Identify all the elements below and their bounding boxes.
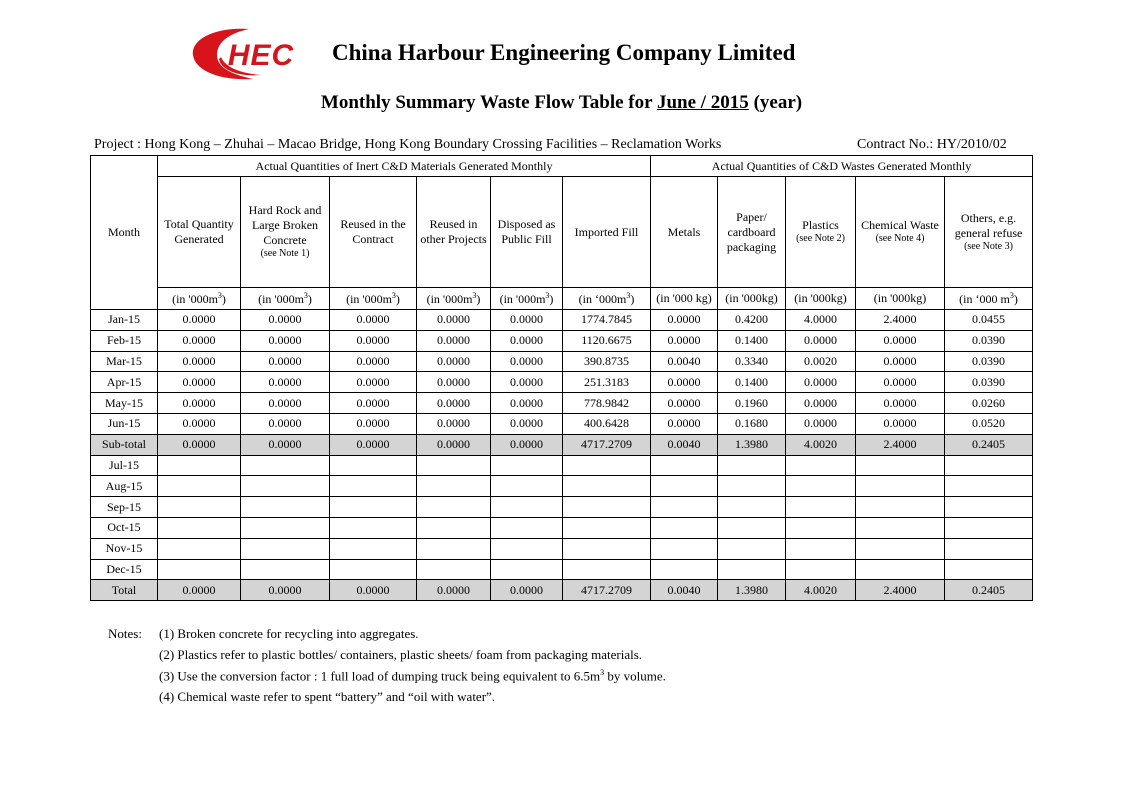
column-label: Others, e.g. general refuse [954,210,1023,240]
value-cell: 251.3183 [563,372,651,393]
value-cell: 0.0000 [491,330,563,351]
value-cell: 0.0520 [945,413,1033,434]
value-cell [330,538,417,559]
value-cell: 4717.2709 [563,580,651,601]
note-item [159,668,666,684]
note-tail: by volume. [604,668,666,684]
value-cell: 0.0000 [330,580,417,601]
value-cell: 0.0000 [241,351,330,372]
value-cell [330,559,417,580]
note-superscript: 3 [600,668,605,677]
unit-text: (in '000m [426,291,473,306]
value-cell [417,517,491,538]
value-cell [241,497,330,518]
value-cell [786,455,856,476]
unit-superscript: 3 [391,290,396,300]
value-cell [330,476,417,497]
table-row [91,517,1033,538]
value-cell [491,497,563,518]
value-cell [945,476,1033,497]
note-text: (4) Chemical waste refer to spent “battery” and “oil with water”. [159,689,496,704]
table-row [91,310,1033,331]
table-row-total [91,580,1033,601]
value-cell: 0.0000 [856,372,945,393]
table-row [91,413,1033,434]
column-header [563,177,651,288]
table-row [91,559,1033,580]
value-cell [856,476,945,497]
note-text: (1) Broken concrete for recycling into aggregates. [159,626,419,641]
unit-cell [718,288,786,310]
month-cell: Apr-15 [91,372,158,393]
value-cell: 0.0000 [651,372,718,393]
table-row [91,476,1033,497]
column-header [491,177,563,288]
month-cell: Jan-15 [91,310,158,331]
value-cell: 4717.2709 [563,434,651,455]
month-cell: Oct-15 [91,517,158,538]
value-cell: 0.0000 [491,372,563,393]
unit-text: (in ‘000m [578,291,627,306]
value-cell [158,538,241,559]
value-cell [945,455,1033,476]
value-cell [241,538,330,559]
unit-text: (in '000kg) [725,291,778,305]
column-header [330,177,417,288]
value-cell [651,559,718,580]
value-cell: 400.6428 [563,413,651,434]
value-cell: 0.1400 [718,372,786,393]
value-cell: 1774.7845 [563,310,651,331]
value-cell [945,559,1033,580]
column-label: Paper/ cardboard packaging [726,209,777,254]
month-cell: Jul-15 [91,455,158,476]
value-cell [241,517,330,538]
value-cell [651,517,718,538]
value-cell [786,538,856,559]
value-cell: 1.3980 [718,434,786,455]
value-cell: 0.0000 [330,372,417,393]
value-cell [945,497,1033,518]
value-cell: 0.0000 [491,351,563,372]
value-cell [786,497,856,518]
page-title [0,92,1123,114]
title-suffix: (year) [753,92,803,113]
value-cell [718,559,786,580]
value-cell: 0.0000 [241,372,330,393]
value-cell: 0.0000 [330,310,417,331]
value-cell [718,497,786,518]
group-header-row [91,156,1033,177]
column-header-row [91,177,1033,288]
value-cell [491,455,563,476]
unit-cell [417,288,491,310]
value-cell: 0.0000 [158,580,241,601]
value-cell: 0.0000 [330,351,417,372]
value-cell [651,455,718,476]
value-cell: 0.0000 [417,413,491,434]
value-cell [651,497,718,518]
unit-text: (in ‘000 m [959,291,1010,306]
value-cell: 0.0000 [491,434,563,455]
value-cell: 0.0000 [786,393,856,414]
unit-cell [330,288,417,310]
value-cell: 0.0000 [417,434,491,455]
value-cell: 0.0000 [158,413,241,434]
value-cell [856,559,945,580]
column-label: Total Quantity Generated [164,217,234,246]
value-cell [718,455,786,476]
value-cell: 0.0000 [330,413,417,434]
value-cell: 0.0040 [651,434,718,455]
value-cell [158,455,241,476]
value-cell [786,517,856,538]
column-header [718,177,786,288]
table-row [91,372,1033,393]
value-cell: 0.0260 [945,393,1033,414]
title-prefix: Monthly Summary Waste Flow Table for [320,92,653,113]
month-cell: Sep-15 [91,497,158,518]
month-cell: Dec-15 [91,559,158,580]
value-cell: 0.0000 [651,413,718,434]
unit-superscript: 3 [472,290,477,300]
unit-superscript: 3 [626,290,631,300]
value-cell [417,538,491,559]
value-cell: 2.4000 [856,580,945,601]
unit-text: (in '000kg) [873,291,927,305]
value-cell: 4.0020 [786,434,856,455]
waste-flow-table [90,155,1033,601]
value-cell [417,476,491,497]
value-cell [158,517,241,538]
unit-superscript: 3 [1009,290,1014,300]
value-cell: 0.0000 [651,310,718,331]
month-cell: Feb-15 [91,330,158,351]
column-label: Disposed as Public Fill [497,217,556,246]
value-cell: 0.0000 [158,351,241,372]
value-cell: 390.8735 [563,351,651,372]
month-cell: Sub-total [91,434,158,455]
unit-cell [563,288,651,310]
value-cell [491,517,563,538]
unit-cell [491,288,563,310]
column-header [786,177,856,288]
unit-tail: ) [307,291,312,306]
month-cell: May-15 [91,393,158,414]
column-header [417,177,491,288]
unit-tail: ) [1013,291,1018,306]
value-cell [241,476,330,497]
value-cell [241,559,330,580]
column-label: Imported Fill [574,224,639,239]
value-cell [718,476,786,497]
column-label: Reused in the Contract [340,217,406,246]
contract-number: Contract No.: HY/2010/02 [857,137,1007,152]
table-row [91,455,1033,476]
unit-text: (in '000m [499,291,546,306]
value-cell: 1120.6675 [563,330,651,351]
month-cell: Nov-15 [91,538,158,559]
value-cell [563,517,651,538]
value-cell [563,476,651,497]
unit-superscript: 3 [217,290,222,300]
unit-superscript: 3 [303,290,308,300]
group-header-cd-waste: Actual Quantities of C&D Wastes Generated Monthly [651,156,1033,177]
value-cell [786,476,856,497]
value-cell: 0.0000 [786,330,856,351]
value-cell [241,455,330,476]
column-label: Reused in other Projects [420,217,487,246]
column-header [856,177,945,288]
value-cell: 0.0390 [945,372,1033,393]
value-cell: 0.0000 [158,434,241,455]
value-cell: 0.0000 [158,330,241,351]
notes-label: Notes: [108,626,142,641]
title-period: June / 2015 [656,92,749,113]
value-cell [330,497,417,518]
column-note: (see Note 1) [260,248,310,260]
unit-cell [856,288,945,310]
unit-text: (in '000 kg) [656,291,712,305]
value-cell: 0.0390 [945,351,1033,372]
value-cell [563,538,651,559]
unit-text: (in '000m [346,291,392,306]
value-cell: 0.0000 [856,351,945,372]
value-cell: 0.0000 [417,372,491,393]
value-cell: 0.0000 [417,580,491,601]
value-cell: 0.0040 [651,580,718,601]
company-name: China Harbour Engineering Company Limited [332,40,796,65]
value-cell: 0.0000 [330,330,417,351]
value-cell [945,538,1033,559]
value-cell: 0.0000 [856,330,945,351]
value-cell: 0.3340 [718,351,786,372]
unit-cell [651,288,718,310]
logo-text: HEC [227,39,295,72]
value-cell: 0.0000 [330,434,417,455]
column-header [651,177,718,288]
note-item [159,689,495,705]
column-label: Plastics [802,218,839,233]
value-cell: 0.0000 [491,310,563,331]
value-cell [417,497,491,518]
value-cell: 4.0020 [786,580,856,601]
value-cell [856,538,945,559]
value-cell [945,517,1033,538]
column-header [241,177,330,288]
value-cell: 0.0000 [241,393,330,414]
value-cell: 0.4200 [718,310,786,331]
value-cell: 0.0000 [651,330,718,351]
value-cell: 0.0000 [417,310,491,331]
value-cell: 0.0000 [417,393,491,414]
month-header: Month [91,156,158,310]
value-cell [856,517,945,538]
value-cell [330,455,417,476]
value-cell: 0.1400 [718,330,786,351]
value-cell: 0.1680 [718,413,786,434]
value-cell [651,538,718,559]
value-cell: 2.4000 [856,434,945,455]
value-cell: 0.2405 [945,580,1033,601]
month-cell: Total [91,580,158,601]
value-cell: 0.0000 [856,413,945,434]
table-row-total [91,434,1033,455]
value-cell: 0.0000 [158,393,241,414]
value-cell: 0.0000 [241,580,330,601]
unit-cell [241,288,330,310]
column-note: (see Note 2) [796,233,845,245]
value-cell: 0.0000 [158,310,241,331]
value-cell: 0.0000 [651,393,718,414]
project-line: Project : Hong Kong – Zhuhai – Macao Bridge, Hong Kong Boundary Crossing Facilities – Reclamation Works [94,137,722,152]
column-header [158,177,241,288]
unit-text: (in '000m [172,291,218,306]
note-text: (2) Plastics refer to plastic bottles/ containers, plastic sheets/ foam from packaging materials. [159,647,643,662]
value-cell: 0.0000 [241,330,330,351]
table-body [91,156,1033,601]
group-header-inert: Actual Quantities of Inert C&D Materials Generated Monthly [158,156,651,177]
value-cell: 0.0000 [491,393,563,414]
table-row [91,538,1033,559]
month-cell: Mar-15 [91,351,158,372]
column-label: Hard Rock and Large Broken Concrete [248,203,322,248]
value-cell [718,538,786,559]
unit-text: (in '000m [258,291,304,306]
unit-tail: ) [476,291,481,306]
value-cell: 0.0000 [158,372,241,393]
value-cell: 2.4000 [856,310,945,331]
value-cell [491,559,563,580]
value-cell [330,517,417,538]
note-item [159,647,642,663]
value-cell [417,455,491,476]
value-cell: 4.0000 [786,310,856,331]
value-cell [158,476,241,497]
value-cell [718,517,786,538]
value-cell: 0.0040 [651,351,718,372]
value-cell: 778.9842 [563,393,651,414]
value-cell [651,476,718,497]
value-cell: 0.0000 [417,330,491,351]
unit-tail: ) [395,291,400,306]
value-cell: 0.0000 [330,393,417,414]
table-row [91,351,1033,372]
column-label: Chemical Waste [861,218,939,233]
value-cell [563,455,651,476]
unit-tail: ) [630,291,635,306]
unit-tail: ) [221,291,226,306]
unit-text: (in '000kg) [794,291,847,305]
value-cell [158,497,241,518]
value-cell [563,497,651,518]
note-text: (3) Use the conversion factor : 1 full load of dumping truck being equivalent to 6.5m [159,668,601,684]
unit-cell [158,288,241,310]
month-cell: Aug-15 [91,476,158,497]
value-cell: 0.0020 [786,351,856,372]
value-cell: 0.0000 [241,434,330,455]
unit-tail: ) [549,291,554,306]
value-cell [786,559,856,580]
value-cell: 0.2405 [945,434,1033,455]
value-cell [491,538,563,559]
value-cell: 0.0455 [945,310,1033,331]
month-cell: Jun-15 [91,413,158,434]
value-cell: 0.0390 [945,330,1033,351]
value-cell [563,559,651,580]
value-cell [417,559,491,580]
value-cell: 0.0000 [491,413,563,434]
company-logo [191,25,307,83]
note-item [159,626,419,642]
value-cell: 0.0000 [786,372,856,393]
unit-cell [786,288,856,310]
unit-row [91,288,1033,310]
value-cell [856,497,945,518]
value-cell: 0.0000 [491,580,563,601]
table-row [91,393,1033,414]
column-header [945,177,1033,288]
column-label: Metals [667,224,701,239]
table-row [91,330,1033,351]
value-cell: 0.0000 [417,351,491,372]
value-cell: 0.1960 [718,393,786,414]
value-cell: 1.3980 [718,580,786,601]
column-note: (see Note 3) [964,240,1013,252]
table-row [91,497,1033,518]
value-cell: 0.0000 [241,310,330,331]
value-cell [856,455,945,476]
value-cell: 0.0000 [241,413,330,434]
unit-cell [945,288,1033,310]
value-cell [491,476,563,497]
value-cell: 0.0000 [786,413,856,434]
value-cell [158,559,241,580]
value-cell: 0.0000 [856,393,945,414]
column-note: (see Note 4) [875,233,925,245]
unit-superscript: 3 [545,290,550,300]
